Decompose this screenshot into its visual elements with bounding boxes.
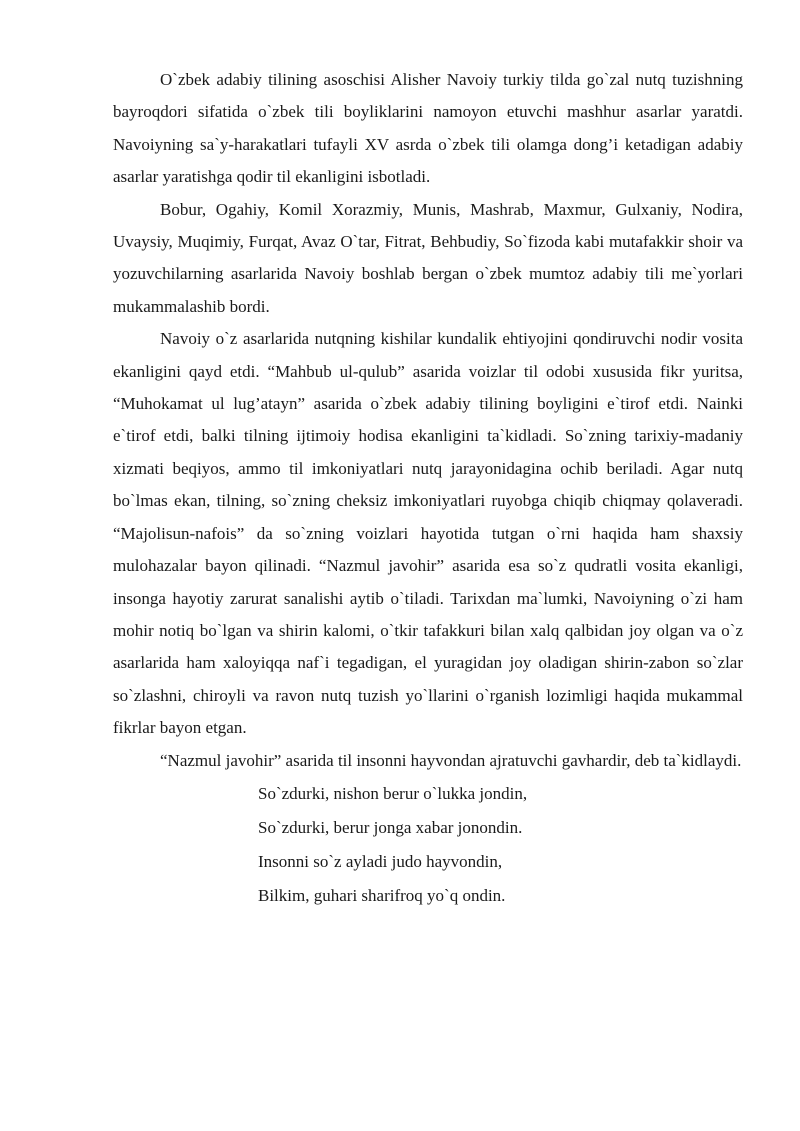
verse-line-2: So`zdurki, berur jonga xabar jonondin. bbox=[258, 817, 523, 837]
paragraph-nazmul-javohir: “Nazmul javohir” asarida til insonni hayvondan ajratuvchi gavhardir, deb ta`kidlaydi. bbox=[160, 750, 742, 770]
paragraph-successors: Bobur, Ogahiy, Komil Xorazmiy, Munis, Mashrab, Maxmur, Gulxaniy, Nodira, Uvaysiy, Muqimiy, Furqat, Avaz O`tar, Fitrat, Behbudiy, So`fizoda kabi mutafakkir shoir va yozuvchilarning asarlarida Navoiy boshlab bergan o`zbek mumtoz adabiy tili me`yorlari mukammalashib bordi. bbox=[113, 199, 743, 316]
document-page bbox=[113, 64, 743, 913]
paragraph-navoiy-founder: O`zbek adabiy tilining asoschisi Alisher Navoiy turkiy tilda go`zal nutq tuzishning bayroqdori sifatida o`zbek tili boyliklarini namoyon etuvchi mashhur asarlar yaratdi. Navoiyning sa`y-harakatlari tufayli XV asrda o`zbek tili olamga dong’i ketadigan adabiy asarlar yaratishga qodir til ekanligini isbotladi. bbox=[113, 70, 743, 187]
verse-line-3: Insonni so`z ayladi judo hayvondin, bbox=[258, 851, 503, 871]
verse-line-1: So`zdurki, nishon berur o`lukka jondin, bbox=[258, 783, 528, 803]
verse-quatrain bbox=[258, 777, 743, 913]
paragraph-navoiy-works: Navoiy o`z asarlarida nutqning kishilar kundalik ehtiyojini qondiruvchi nodir vosita ekanligini qayd etdi. “Mahbub ul-qulub” asarida voizlar til odobi xususida fikr yuritsa, “Muhokamat ul lug’atayn” asarida o`zbek adabiy tilining boyligini e`tirof etdi. Nainki e`tirof etdi, balki tilning ijtimoiy hodisa ekanligini ta`kidladi. So`zning tarixiy-madaniy xizmati beqiyos, ammo til imkoniyatlari nutq jarayonidagina ochib beriladi. Agar nutq bo`lmas ekan, tilning, so`zning cheksiz imkoniyatlari ruyobga chiqib chiqmay qolaveradi. “Majolisun-nafois” da so`zning voizlari hayotida tutgan o`rni haqida ham shaxsiy mulohazalar bayon qilinadi. “Nazmul javohir” asarida esa so`z qudratli vosita ekanligi, insonga hayotiy zarurat sanalishi aytib o`tiladi. Tarixdan ma`lumki, Navoiyning o`zi ham mohir notiq bo`lgan va shirin kalomi, o`tkir tafakkuri bilan xalq qalbidan joy olgan va o`z asarlarida ham xaloyiqqa naf`i tegadigan, el yuragidan joy oladigan shirin-zabon so`zlar so`zlashni, chiroyli va ravon nutq tuzish yo`llarini o`rganish lozimligi haqida mukammal fikrlar bayon etgan. bbox=[113, 329, 743, 738]
verse-line-4: Bilkim, guhari sharifroq yo`q ondin. bbox=[258, 885, 506, 905]
